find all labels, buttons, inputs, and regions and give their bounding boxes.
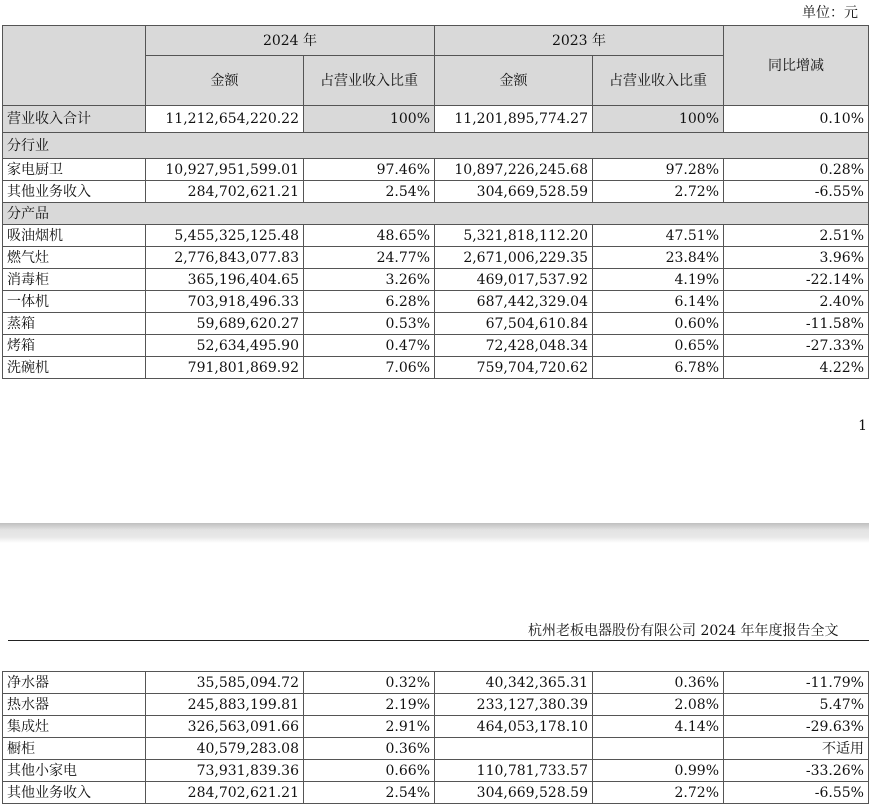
header-share-2023: 占营业收入比重 bbox=[593, 56, 724, 106]
share-2024: 0.32% bbox=[304, 672, 435, 694]
share-2023: 6.78% bbox=[593, 357, 724, 379]
unit-label: 单位：元 bbox=[802, 5, 858, 21]
share-2023: 0.60% bbox=[593, 313, 724, 335]
amount-2023 bbox=[435, 738, 593, 760]
share-2024: 24.77% bbox=[304, 247, 435, 269]
table-row bbox=[3, 159, 869, 181]
row-label: 集成灶 bbox=[3, 716, 146, 738]
yoy-change: 2.40% bbox=[724, 291, 869, 313]
yoy-change: -22.14% bbox=[724, 269, 869, 291]
amount-2023: 464,053,178.10 bbox=[435, 716, 593, 738]
row-label: 燃气灶 bbox=[3, 247, 146, 269]
amount-2024: 245,883,199.81 bbox=[146, 694, 304, 716]
table-row bbox=[3, 247, 869, 269]
share-2023: 2.72% bbox=[593, 181, 724, 203]
row-label: 橱柜 bbox=[3, 738, 146, 760]
amount-2023: 11,201,895,774.27 bbox=[435, 106, 593, 133]
share-2024: 0.36% bbox=[304, 738, 435, 760]
row-label: 净水器 bbox=[3, 672, 146, 694]
share-2023: 4.19% bbox=[593, 269, 724, 291]
row-label: 洗碗机 bbox=[3, 357, 146, 379]
section-product: 分产品 bbox=[3, 203, 869, 225]
share-2024: 0.66% bbox=[304, 760, 435, 782]
row-label: 其他小家电 bbox=[3, 760, 146, 782]
yoy-change: 3.96% bbox=[724, 247, 869, 269]
table-row bbox=[3, 181, 869, 203]
row-label: 一体机 bbox=[3, 291, 146, 313]
page-number: 1 bbox=[858, 418, 867, 434]
share-2024: 97.46% bbox=[304, 159, 435, 181]
amount-2024: 791,801,869.92 bbox=[146, 357, 304, 379]
header-share-2024: 占营业收入比重 bbox=[304, 56, 435, 106]
table-row bbox=[3, 716, 869, 738]
share-2023: 97.28% bbox=[593, 159, 724, 181]
amount-2023: 2,671,006,229.35 bbox=[435, 247, 593, 269]
row-label: 其他业务收入 bbox=[3, 181, 146, 203]
row-label: 吸油烟机 bbox=[3, 225, 146, 247]
table-row bbox=[3, 335, 869, 357]
amount-2023: 72,428,048.34 bbox=[435, 335, 593, 357]
table-row bbox=[3, 225, 869, 247]
amount-2024: 284,702,621.21 bbox=[146, 782, 304, 804]
amount-2024: 703,918,496.33 bbox=[146, 291, 304, 313]
yoy-change: -6.55% bbox=[724, 782, 869, 804]
header-year-2023: 2023 年 bbox=[435, 26, 724, 56]
amount-2024: 326,563,091.66 bbox=[146, 716, 304, 738]
row-label: 家电厨卫 bbox=[3, 159, 146, 181]
row-label: 蒸箱 bbox=[3, 313, 146, 335]
yoy-change: 0.28% bbox=[724, 159, 869, 181]
yoy-change: -33.26% bbox=[724, 760, 869, 782]
table-row bbox=[3, 672, 869, 694]
amount-2024: 52,634,495.90 bbox=[146, 335, 304, 357]
yoy-change: -6.55% bbox=[724, 181, 869, 203]
table-row bbox=[3, 782, 869, 804]
share-2024: 6.28% bbox=[304, 291, 435, 313]
table-row bbox=[3, 694, 869, 716]
yoy-change: 4.22% bbox=[724, 357, 869, 379]
amount-2024: 365,196,404.65 bbox=[146, 269, 304, 291]
row-label: 其他业务收入 bbox=[3, 782, 146, 804]
amount-2023: 67,504,610.84 bbox=[435, 313, 593, 335]
share-2024: 0.53% bbox=[304, 313, 435, 335]
total-row bbox=[3, 106, 869, 133]
amount-2023: 304,669,528.59 bbox=[435, 782, 593, 804]
revenue-table bbox=[2, 25, 869, 379]
amount-2023: 40,342,365.31 bbox=[435, 672, 593, 694]
table-row bbox=[3, 738, 869, 760]
share-2023: 0.65% bbox=[593, 335, 724, 357]
share-2023 bbox=[593, 738, 724, 760]
yoy-change: 5.47% bbox=[724, 694, 869, 716]
yoy-change: 不适用 bbox=[724, 738, 869, 760]
header-blank-cell bbox=[3, 26, 146, 106]
share-2023: 2.72% bbox=[593, 782, 724, 804]
share-2023: 4.14% bbox=[593, 716, 724, 738]
share-2023: 47.51% bbox=[593, 225, 724, 247]
section-industry: 分行业 bbox=[3, 133, 869, 159]
table-row bbox=[3, 357, 869, 379]
amount-2023: 233,127,380.39 bbox=[435, 694, 593, 716]
table-row bbox=[3, 269, 869, 291]
amount-2023: 687,442,329.04 bbox=[435, 291, 593, 313]
amount-2023: 110,781,733.57 bbox=[435, 760, 593, 782]
yoy-change: 0.10% bbox=[724, 106, 869, 133]
table-row bbox=[3, 760, 869, 782]
table-row bbox=[3, 291, 869, 313]
share-2024: 2.54% bbox=[304, 782, 435, 804]
share-2024: 2.91% bbox=[304, 716, 435, 738]
header-amount-2023: 金额 bbox=[435, 56, 593, 106]
amount-2024: 2,776,843,077.83 bbox=[146, 247, 304, 269]
yoy-change: -29.63% bbox=[724, 716, 869, 738]
amount-2023: 10,897,226,245.68 bbox=[435, 159, 593, 181]
share-2023: 0.36% bbox=[593, 672, 724, 694]
header-rule bbox=[8, 640, 869, 641]
header-yoy: 同比增减 bbox=[724, 26, 869, 106]
amount-2024: 284,702,621.21 bbox=[146, 181, 304, 203]
header-year-2024: 2024 年 bbox=[146, 26, 435, 56]
share-2024: 0.47% bbox=[304, 335, 435, 357]
share-2023: 6.14% bbox=[593, 291, 724, 313]
revenue-table-continued bbox=[2, 671, 869, 804]
yoy-change: -27.33% bbox=[724, 335, 869, 357]
amount-2024: 11,212,654,220.22 bbox=[146, 106, 304, 133]
row-label: 热水器 bbox=[3, 694, 146, 716]
amount-2023: 469,017,537.92 bbox=[435, 269, 593, 291]
share-2024: 7.06% bbox=[304, 357, 435, 379]
yoy-change: 2.51% bbox=[724, 225, 869, 247]
share-2024: 2.19% bbox=[304, 694, 435, 716]
yoy-change: -11.79% bbox=[724, 672, 869, 694]
share-2024: 48.65% bbox=[304, 225, 435, 247]
share-2023: 23.84% bbox=[593, 247, 724, 269]
share-2023: 2.08% bbox=[593, 694, 724, 716]
share-2024: 100% bbox=[304, 106, 435, 133]
share-2024: 2.54% bbox=[304, 181, 435, 203]
amount-2024: 59,689,620.27 bbox=[146, 313, 304, 335]
row-label: 烤箱 bbox=[3, 335, 146, 357]
row-label: 营业收入合计 bbox=[3, 106, 146, 133]
page-break bbox=[0, 523, 869, 543]
share-2024: 3.26% bbox=[304, 269, 435, 291]
running-header: 杭州老板电器股份有限公司 2024 年年度报告全文 bbox=[528, 623, 839, 639]
yoy-change: -11.58% bbox=[724, 313, 869, 335]
share-2023: 0.99% bbox=[593, 760, 724, 782]
share-2023: 100% bbox=[593, 106, 724, 133]
row-label: 消毒柜 bbox=[3, 269, 146, 291]
amount-2024: 10,927,951,599.01 bbox=[146, 159, 304, 181]
amount-2023: 759,704,720.62 bbox=[435, 357, 593, 379]
amount-2024: 73,931,839.36 bbox=[146, 760, 304, 782]
amount-2024: 40,579,283.08 bbox=[146, 738, 304, 760]
amount-2023: 304,669,528.59 bbox=[435, 181, 593, 203]
amount-2024: 5,455,325,125.48 bbox=[146, 225, 304, 247]
header-amount-2024: 金额 bbox=[146, 56, 304, 106]
amount-2023: 5,321,818,112.20 bbox=[435, 225, 593, 247]
table-row bbox=[3, 313, 869, 335]
amount-2024: 35,585,094.72 bbox=[146, 672, 304, 694]
